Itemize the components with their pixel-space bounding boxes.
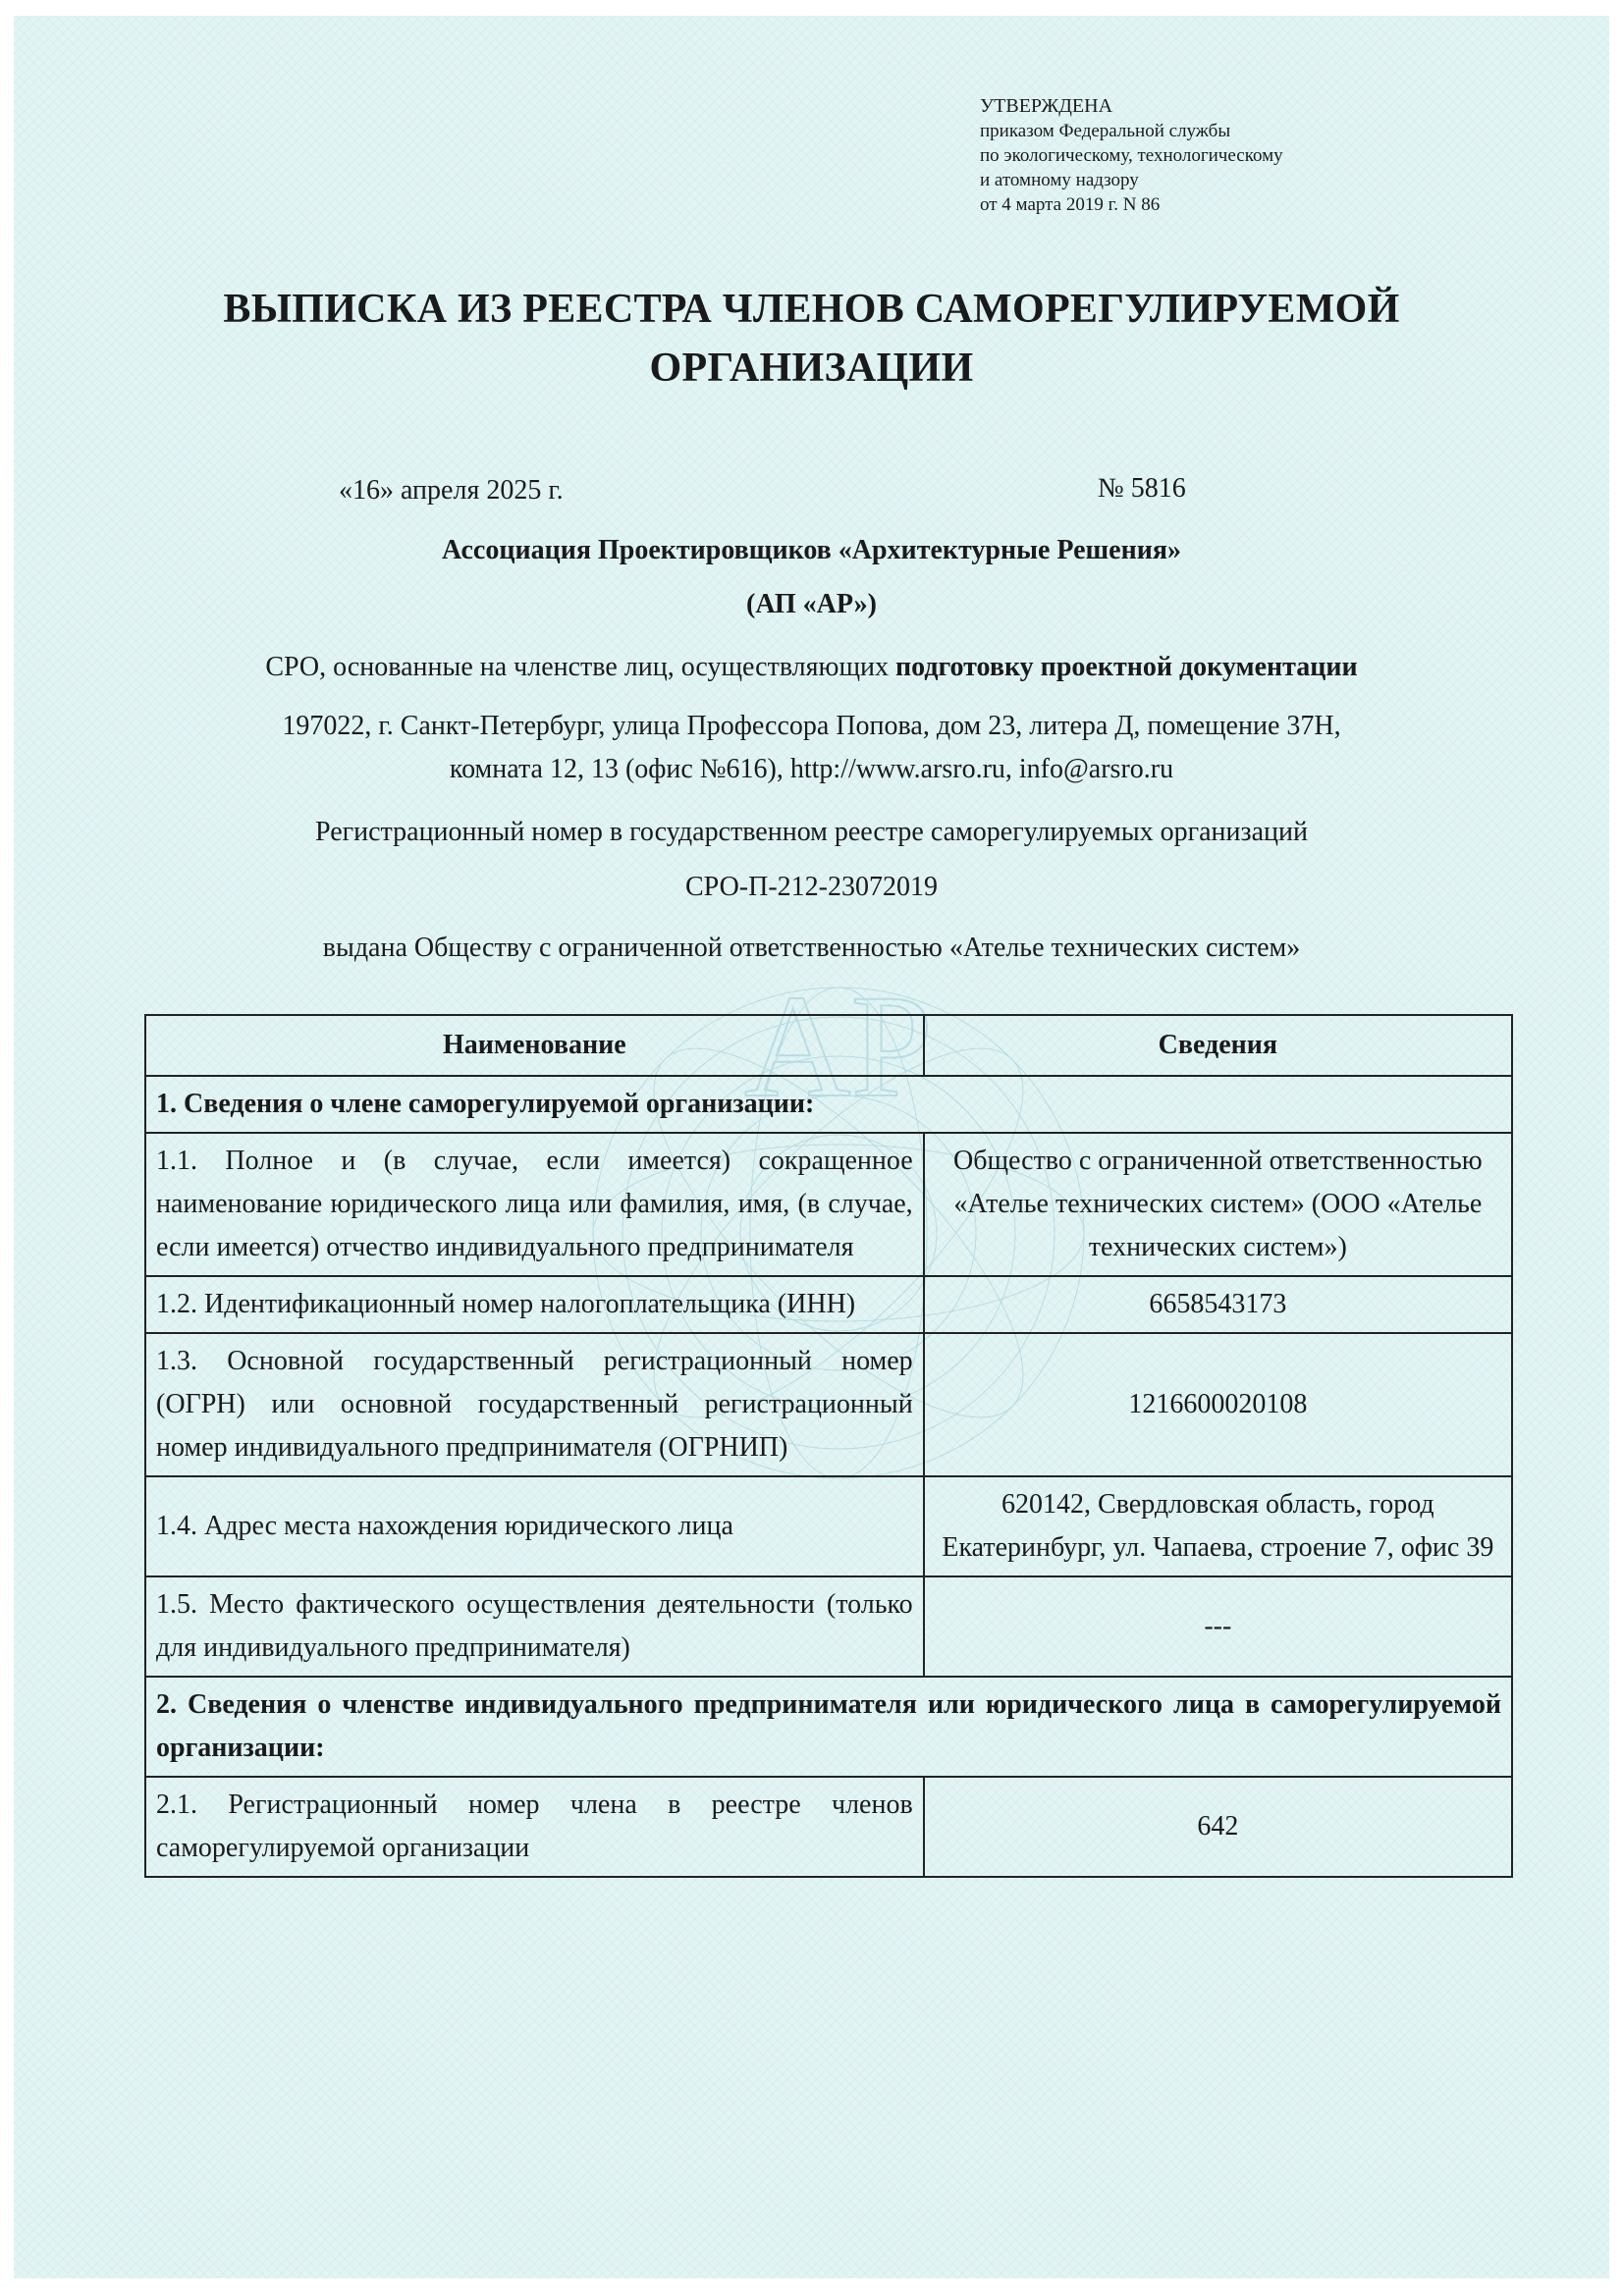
registry-table <box>144 1014 1513 1878</box>
row-value: Общество с ограниченной ответственностью «Ателье технических систем» (ООО «Ателье технических систем») <box>924 1133 1512 1276</box>
table-row <box>145 1133 1512 1276</box>
row-value: 6658543173 <box>924 1276 1512 1333</box>
column-header-name: Наименование <box>145 1015 924 1076</box>
sro-type-prefix: СРО, основанные на членстве лиц, осуществляющих <box>265 652 895 682</box>
document-number: № 5816 <box>1098 473 1186 504</box>
section-row <box>145 1076 1512 1133</box>
table-row <box>145 1777 1512 1877</box>
organization-address-line: комната 12, 13 (офис №616), http://www.arsro.ru, info@arsro.ru <box>449 754 1174 784</box>
table-row <box>145 1476 1512 1576</box>
row-value: 642 <box>924 1777 1512 1877</box>
row-label: 1.1. Полное и (в случае, если имеется) сокращенное наименование юридического лица или фамилия, имя, (в случае, если имеется) отчество индивидуального предпринимателя <box>145 1133 924 1276</box>
organization-address-line: 197022, г. Санкт-Петербург, улица Профессора Попова, дом 23, литера Д, помещение 37Н, <box>282 711 1341 741</box>
section-heading: 1. Сведения о члене саморегулируемой организации: <box>145 1076 1512 1133</box>
column-header-details: Сведения <box>924 1015 1512 1076</box>
row-label: 1.2. Идентификационный номер налогоплательщика (ИНН) <box>145 1276 924 1333</box>
organization-short-name: (АП «АР») <box>746 589 877 619</box>
approval-line: от 4 марта 2019 г. N 86 <box>980 194 1161 215</box>
section-row <box>145 1677 1512 1777</box>
page-title-line: ОРГАНИЗАЦИИ <box>649 346 974 391</box>
row-label: 2.1. Регистрационный номер члена в реестре членов саморегулируемой организации <box>145 1777 924 1877</box>
row-label: 1.5. Место фактического осуществления деятельности (только для индивидуального предпринимателя) <box>145 1576 924 1677</box>
issued-to: выдана Обществу с ограниченной ответственностью «Ателье технических систем» <box>322 933 1301 963</box>
section-heading: 2. Сведения о членстве индивидуального предпринимателя или юридического лица в саморегулируемой организации: <box>145 1677 1512 1777</box>
row-value: 1216600020108 <box>924 1333 1512 1476</box>
approval-heading: УТВЕРЖДЕНА <box>980 95 1113 117</box>
row-label: 1.4. Адрес места нахождения юридического лица <box>145 1476 924 1576</box>
table-row <box>145 1333 1512 1476</box>
organization-name: Ассоциация Проектировщиков «Архитектурные Решения» <box>441 535 1182 565</box>
watermark-letters: АР <box>744 965 933 1128</box>
page-title-line: ВЫПИСКА ИЗ РЕЕСТРА ЧЛЕНОВ САМОРЕГУЛИРУЕМОЙ <box>223 287 1400 332</box>
registry-number: СРО-П-212-23072019 <box>684 872 938 902</box>
page-title <box>118 280 1505 398</box>
issue-date: «16» апреля 2025 г. <box>339 475 564 506</box>
sro-type-activity: подготовку проектной документации <box>895 652 1358 682</box>
approval-stamp <box>980 94 1283 217</box>
approval-line: по экологическому, технологическому <box>980 145 1283 166</box>
registry-number-label: Регистрационный номер в государственном реестре саморегулируемых организаций <box>315 817 1308 847</box>
approval-line: и атомному надзору <box>980 170 1139 190</box>
row-label: 1.3. Основной государственный регистрационный номер (ОГРН) или основной государственный регистрационный номер индивидуального предпринимателя (ОГРНИП) <box>145 1333 924 1476</box>
table-row <box>145 1276 1512 1333</box>
table-header-row <box>145 1015 1512 1076</box>
row-value: --- <box>924 1576 1512 1677</box>
row-value: 620142, Свердловская область, город Екатеринбург, ул. Чапаева, строение 7, офис 39 <box>924 1476 1512 1576</box>
table-row <box>145 1576 1512 1677</box>
sro-type <box>88 652 1535 683</box>
approval-line: приказом Федеральной службы <box>980 121 1231 141</box>
